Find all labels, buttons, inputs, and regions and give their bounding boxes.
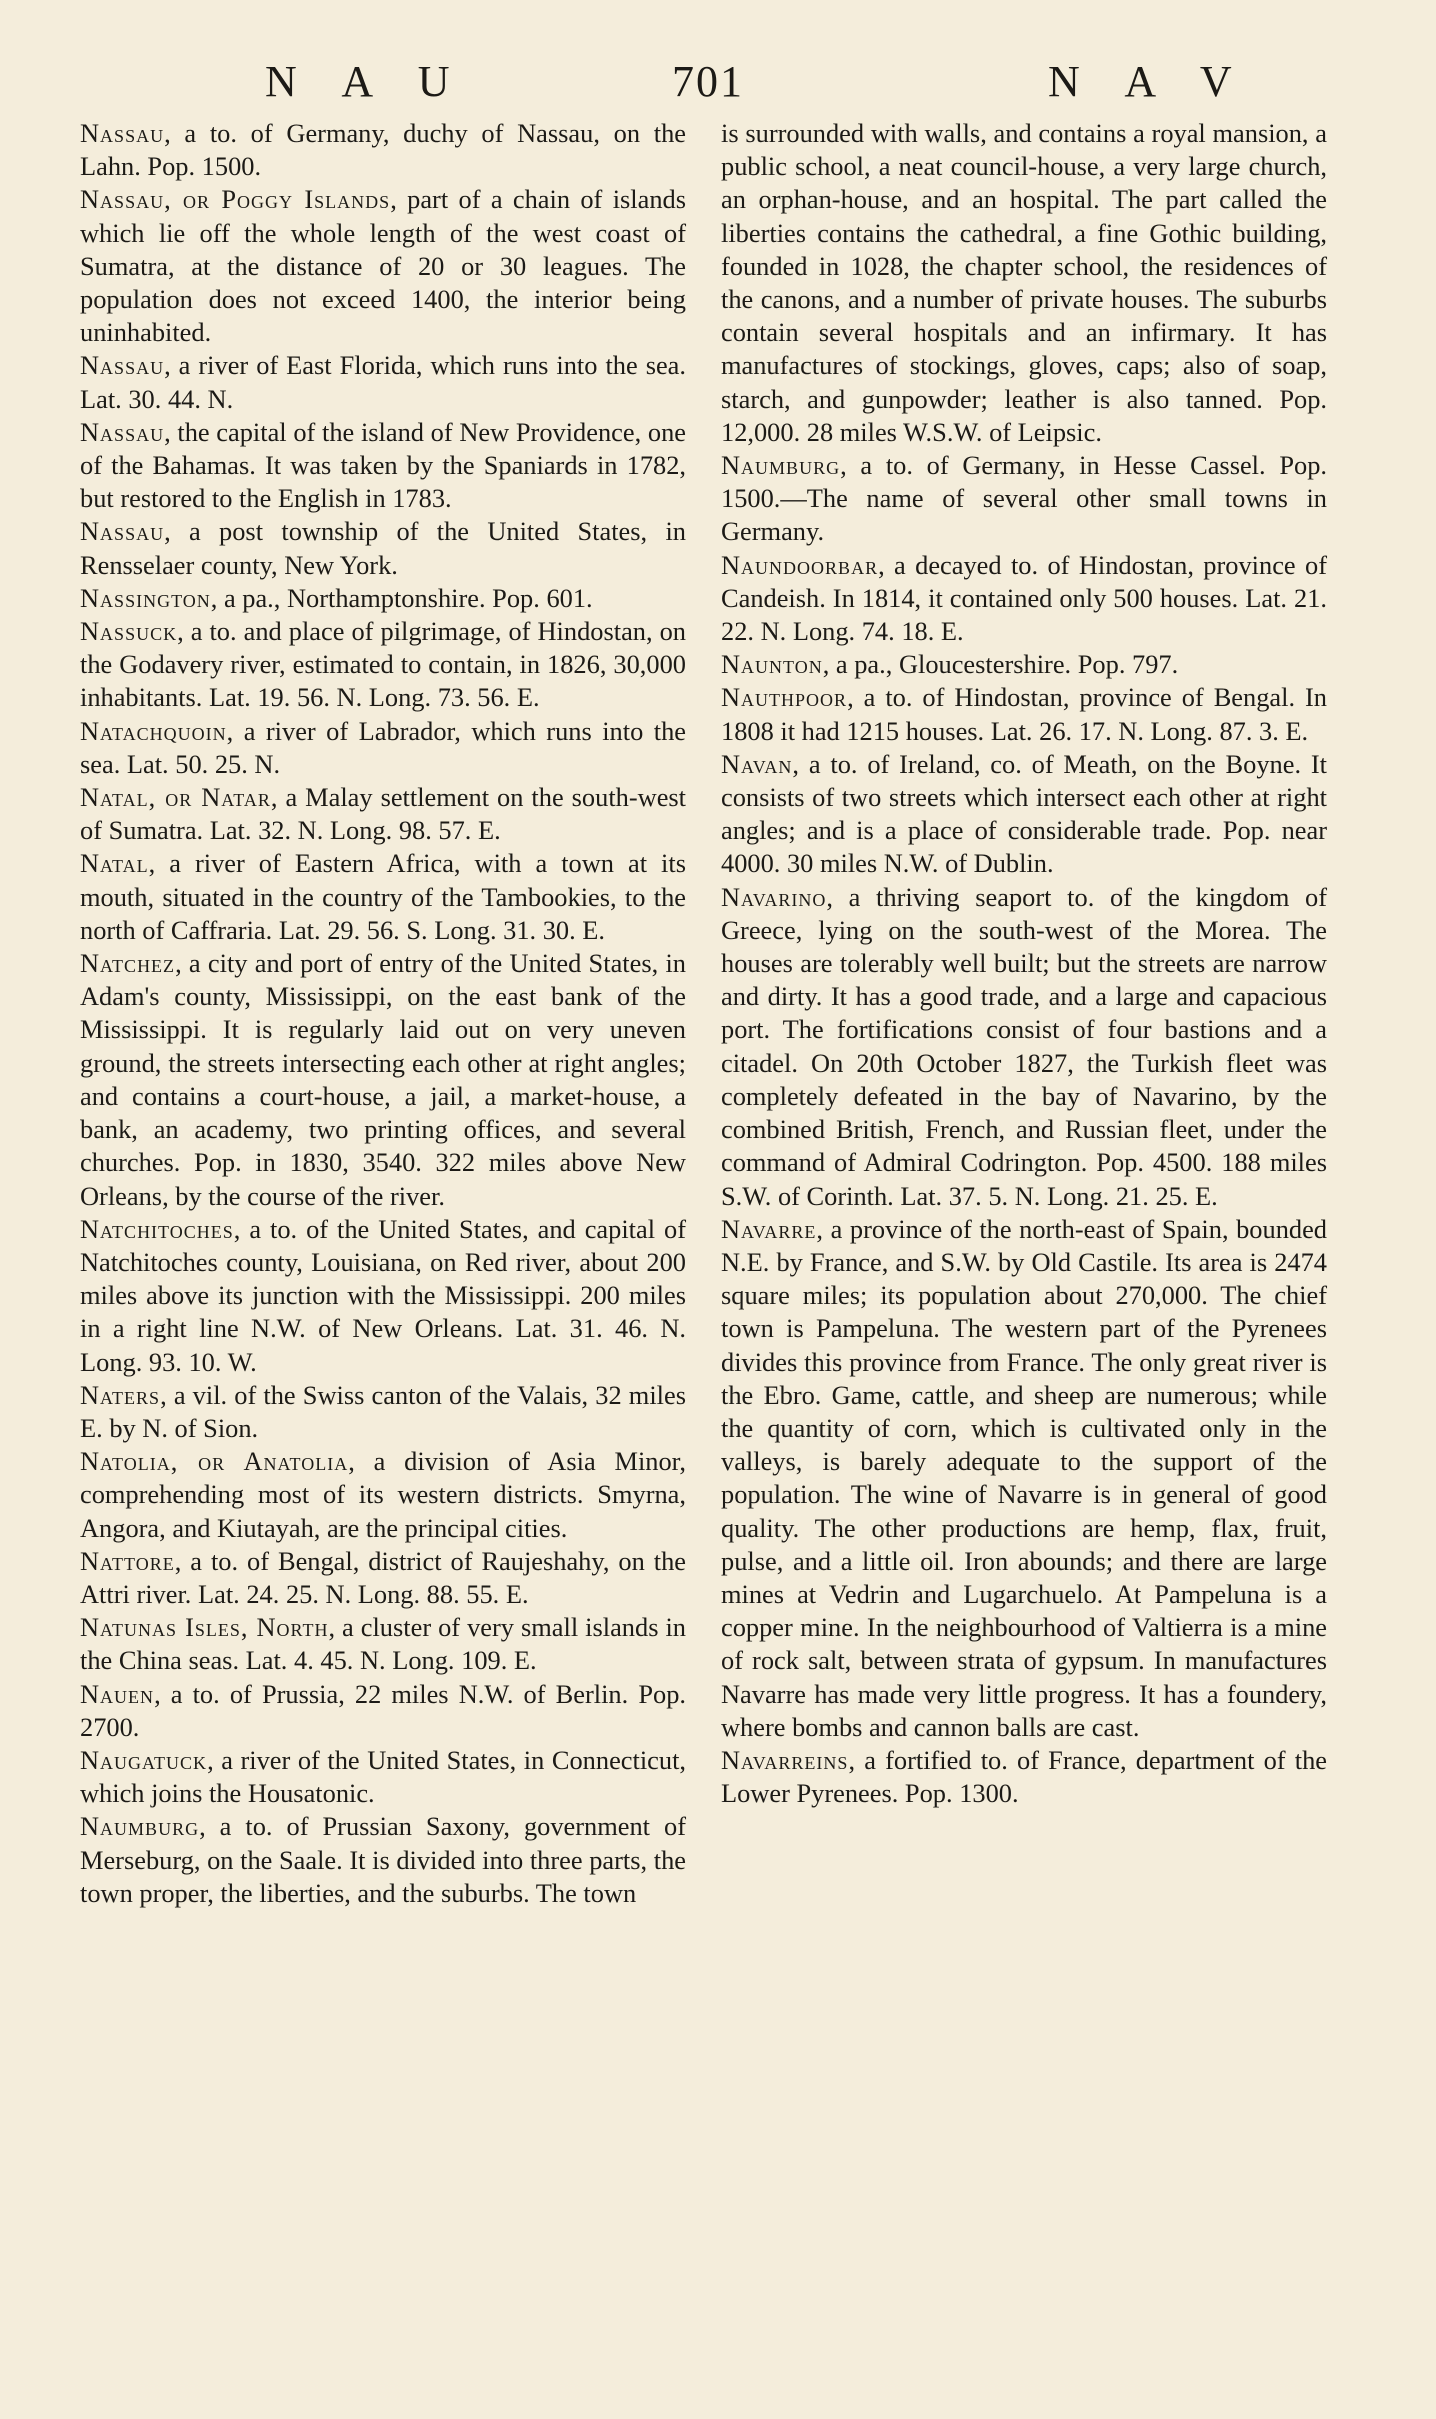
gazetteer-entry <box>721 748 1327 881</box>
gazetteer-entry <box>721 648 1327 681</box>
gazetteer-entry <box>80 1810 686 1910</box>
entry-headword: Naters <box>80 1379 161 1410</box>
gazetteer-entry <box>721 1213 1327 1744</box>
entry-headword: Nassau <box>80 118 165 148</box>
entry-headword: Navarino <box>721 881 827 912</box>
left-column <box>80 117 686 1910</box>
entry-text: , a fortified to. of France, department of the Lower Pyrenees. Pop. 1300. <box>721 1744 1327 1809</box>
entry-text: , a to. of the United States, and capital of Natchitoches county, Louisiana, on Red river, about 200 miles above its junction with the Mississippi. 200 miles in a right line N.W. of New Orleans. Lat. 31. 46. N. Long. 93. 10. W. <box>80 1213 686 1377</box>
entry-headword: Nassau <box>80 516 165 547</box>
gazetteer-entry <box>80 1744 686 1810</box>
gazetteer-entry <box>721 681 1327 747</box>
entry-headword: Natolia, or Anatolia <box>80 1446 349 1477</box>
entry-text: , a to. of Ireland, co. of Meath, on the Boyne. It consists of two streets which intersect each other at right angles; and is a place of considerable trade. Pop. near 4000. 30 miles N.W. of Dublin. <box>721 748 1327 879</box>
entry-text: , a Malay settlement on the south-west of Sumatra. Lat. 32. N. Long. 98. 57. E. <box>80 782 687 846</box>
entry-text: , a to. of Prussian Saxony, government of Merseburg, on the Saale. It is divided into three parts, the town proper, the liberties, and the suburbs. The town <box>80 1811 686 1908</box>
entry-headword: Nauthpoor <box>721 682 848 713</box>
gazetteer-entry <box>721 117 1327 449</box>
entry-headword: Naugatuck <box>80 1744 208 1775</box>
gazetteer-entry <box>80 349 686 415</box>
right-column <box>721 117 1327 1810</box>
entry-text: , a division of Asia Minor, comprehending most of its western districts. Smyrna, Angora, and Kiutayah, are the principal cities. <box>80 1446 686 1543</box>
entry-headword: Nauen <box>80 1678 155 1709</box>
entry-text: , a thriving seaport to. of the kingdom of Greece, lying on the south-west of the Morea. The houses are tolerably well built; but the streets are narrow and dirty. It has a good trade, and a large and capacious port. The fortifications consist of four bastions and a citadel. On 20th October 1827, the Turkish fleet was completely defeated in the bay of Navarino, by the combined British, French, and Russian fleet, under the command of Admiral Codrington. Pop. 4500. 188 miles S.W. of Corinth. Lat. 37. 5. N. Long. 21. 25. E. <box>721 881 1327 1211</box>
gazetteer-entry <box>80 1611 686 1677</box>
gazetteer-entry <box>721 449 1327 549</box>
entry-headword: Nassuck <box>80 616 178 647</box>
entry-text: , a province of the north-east of Spain, bounded N.E. by France, and S.W. by Old Castile. Its area is 2474 square miles; its population about 270,000. The chief town is Pampeluna. The western part of the Pyrenees divides this province from France. The only great river is the Ebro. Game, cattle, and sheep are numerous; while the quantity of corn, which is cultivated only in the valleys, is barely adequate to the support of the population. The wine of Navarre is in general of good quality. The other productions are hemp, flax, fruit, pulse, and a little oil. Iron abounds; and there are large mines at Vedrin and Lugarchuelo. At Pampeluna is a copper mine. In the neighbourhood of Valtierra is a mine of rock salt, between strata of gypsum. In manufactures Navarre has made very little progress. It has a foundery, where bombs and cannon balls are cast. <box>721 1213 1327 1742</box>
gazetteer-entry <box>721 881 1327 1213</box>
entry-text: , a cluster of very small islands in the China seas. Lat. 4. 45. N. Long. 109. E. <box>80 1612 686 1676</box>
gazetteer-entry <box>80 183 686 349</box>
gazetteer-entry <box>80 781 686 847</box>
entry-headword: Navarreins <box>721 1744 849 1775</box>
gazetteer-entry <box>721 1744 1327 1810</box>
entry-headword: Nattore <box>80 1545 175 1576</box>
header-left-guide-word: N A U <box>265 57 468 106</box>
entry-text: , a to. of Germany, duchy of Nassau, on the Lahn. Pop. 1500. <box>80 118 686 182</box>
gazetteer-entry <box>80 1445 686 1545</box>
entry-text: , a river of East Florida, which runs into the sea. Lat. 30. 44. N. <box>80 350 686 414</box>
gazetteer-entry <box>80 1213 686 1379</box>
entry-text: , a pa., Gloucestershire. Pop. 797. <box>822 649 1179 680</box>
entry-text: , part of a chain of islands which lie off the whole length of the west coast of Sumatra, at the distance of 20 or 30 leagues. The population does not exceed 1400, the interior being uninhabited. <box>80 184 686 348</box>
entry-headword: Navan <box>721 748 793 779</box>
entry-headword: Naumburg <box>721 450 841 481</box>
entry-headword: Naumburg <box>80 1811 200 1842</box>
entry-headword: Natal, or Natar <box>80 782 271 813</box>
entry-headword: Natchitoches <box>80 1213 234 1244</box>
entry-text: , a post township of the United States, in Rensselaer county, New York. <box>80 516 686 580</box>
entry-text: , a city and port of entry of the United States, in Adam's county, Mississippi, on the east bank of the Mississippi. It is regularly laid out on very uneven ground, the streets intersecting each other at right angles; and contains a court-house, a jail, a market-house, a bank, an academy, two printing offices, and several churches. Pop. in 1830, 3540. 322 miles above New Orleans, by the course of the river. <box>80 948 686 1211</box>
entry-text: , a decayed to. of Hindostan, province of Candeish. In 1814, it contained only 500 houses. Lat. 21. 22. N. Long. 74. 18. E. <box>721 549 1327 647</box>
entry-headword: Natachquoin <box>80 715 227 746</box>
entry-text: , a to. of Hindostan, province of Bengal. In 1808 it had 1215 houses. Lat. 26. 17. N. Long. 87. 3. E. <box>721 682 1327 746</box>
entry-text: , a river of the United States, in Connecticut, which joins the Housatonic. <box>80 1744 686 1809</box>
entry-text: , a river of Labrador, which runs into the sea. Lat. 50. 25. N. <box>80 715 686 779</box>
entry-headword: Nassau <box>80 350 165 381</box>
entry-headword: Navarre <box>721 1213 817 1244</box>
entry-text: is surrounded with walls, and contains a royal mansion, a public school, a neat council-house, a very large church, an orphan-house, and an hospital. The part called the liberties contains the cathedral, a fine Gothic building, founded in 1028, the chapter school, the residences of the canons, and a number of private houses. The suburbs contain several hospitals and an infirmary. It has manufactures of stockings, gloves, caps; also of soap, starch, and gunpowder; leather is also tanned. Pop. 12,000. 28 miles W.S.W. of Leipsic. <box>721 118 1327 447</box>
entry-text: , a to. of Prussia, 22 miles N.W. of Berlin. Pop. 2700. <box>80 1678 686 1742</box>
page-number: 701 <box>672 57 744 106</box>
gazetteer-entry <box>80 117 686 183</box>
gazetteer-entry <box>80 1678 686 1744</box>
header-right-guide-word: N A V <box>1048 57 1250 106</box>
gazetteer-entry <box>80 515 686 581</box>
entry-headword: Natal <box>80 848 149 879</box>
entry-text: , a vil. of the Swiss canton of the Valais, 32 miles E. by N. of Sion. <box>80 1379 686 1443</box>
gazetteer-entry <box>80 615 686 715</box>
entry-headword: Nassau <box>80 416 165 447</box>
gazetteer-entry <box>721 549 1327 649</box>
entry-text: , the capital of the island of New Providence, one of the Bahamas. It was taken by the Spaniards in 1782, but restored to the English in 1783. <box>80 416 686 514</box>
entry-text: , a river of Eastern Africa, with a town at its mouth, situated in the country of the Tambookies, to the north of Caffraria. Lat. 29. 56. S. Long. 31. 30. E. <box>80 848 686 945</box>
entry-text: , a to. of Germany, in Hesse Cassel. Pop. 1500.—The name of several other small towns in Germany. <box>721 450 1327 547</box>
entry-text: , a to. of Bengal, district of Raujeshahy, on the Attri river. Lat. 24. 25. N. Long. 88. 55. E. <box>80 1545 686 1609</box>
gazetteer-entry <box>80 1545 686 1611</box>
entry-headword: Nassington <box>80 582 211 613</box>
entry-headword: Naunton <box>721 649 823 680</box>
gazetteer-entry <box>80 947 686 1213</box>
gazetteer-entry <box>80 582 686 615</box>
entry-headword: Natunas Isles, North <box>80 1612 329 1643</box>
gazetteer-entry <box>80 715 686 781</box>
gazetteer-entry <box>80 416 686 516</box>
entry-text: , a pa., Northamptonshire. Pop. 601. <box>210 582 593 613</box>
entry-headword: Naundoorbar <box>721 549 879 580</box>
gazetteer-entry <box>80 847 686 947</box>
entry-headword: Nassau, or Poggy Islands <box>80 184 391 215</box>
entry-headword: Natchez <box>80 948 176 979</box>
entry-text: , a to. and place of pilgrimage, of Hindostan, on the Godavery river, estimated to contain, in 1826, 30,000 inhabitants. Lat. 19. 56. N. Long. 73. 56. E. <box>80 616 686 713</box>
gazetteer-entry <box>80 1379 686 1445</box>
running-header <box>80 54 1360 110</box>
